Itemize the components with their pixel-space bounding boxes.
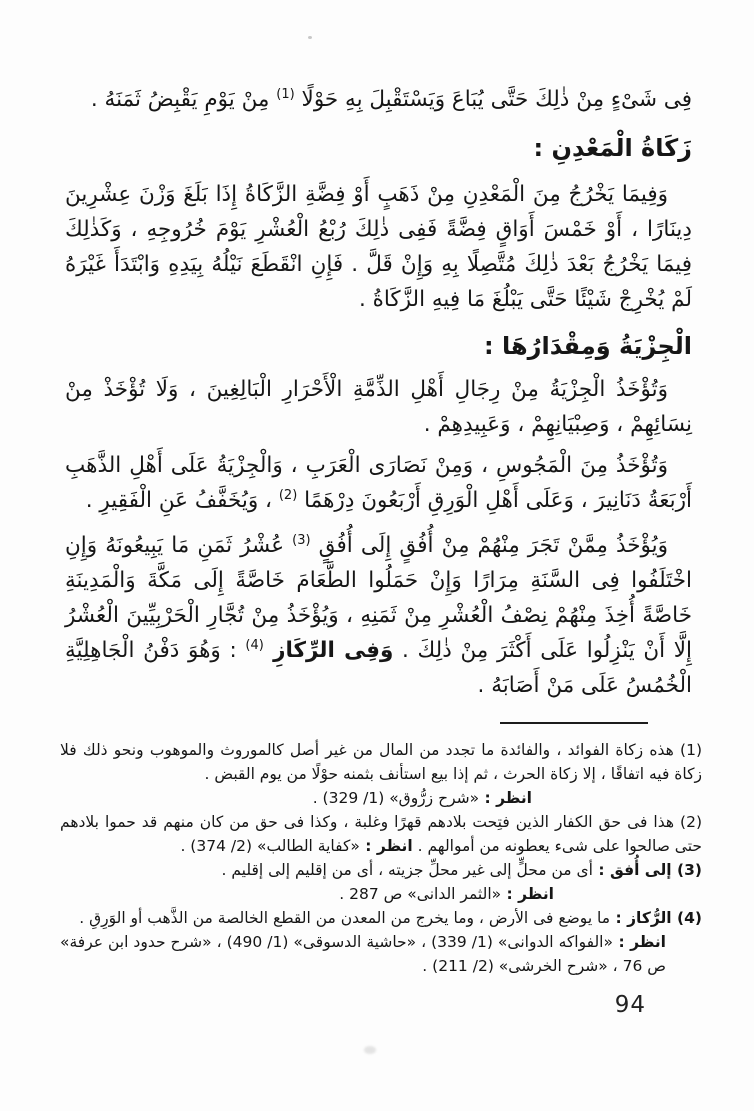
jizya-p2-post: ، وَيُخَفَّفُ عَنِ الْفَقِيرِ . (85, 488, 279, 513)
footnote-1-see-label: انظر : (479, 789, 532, 807)
footnote-3 (60, 858, 702, 906)
footnote-marker-1: (1) (276, 87, 295, 102)
footnote-3-text: أى من محلٍّ إلى غير محلِّ جزيته ، أى من إقليم إلى إقليم . (221, 861, 593, 879)
footnote-marker-3: (3) (292, 533, 311, 548)
jizya-p3-mid: عُشْرُ ثَمَنِ مَا يَبِيعُونَهُ وَإِنِ اخْتَلَفُوا فِى السَّنَةِ مِرَارًا وَإِنْ حَمَلُوا الطَّعَامَ خَاصَّةً إِلَى مَكَّةَ وَالْمَدِينَةِ خَاصَّةً أُخِذَ مِنْهُمْ نِصْفُ الْعُشْرِ مِنْ ثَمَنِهِ ، وَيُؤْخَذُ مِنْ تُجَّارِ الْحَرْبِيِّينَ الْعُشْرُ إِلَّا أَنْ يَنْزِلُوا عَلَى أَكْثَرَ مِنْ ذٰلِكَ . (65, 533, 693, 663)
footnote-4-reference (60, 930, 702, 978)
jizya-paragraph-1-wrap (65, 372, 692, 442)
footnote-4 (60, 906, 702, 978)
section-heading-zakat-al-madin: زَكَاةُ الْمَعْدِنِ : (533, 134, 692, 162)
jizya-paragraph-2-wrap (65, 448, 692, 518)
jizya-paragraph-1: وَتُؤْخَذُ الْجِزْيَةُ مِنْ رِجَالِ أَهْلِ الذِّمَّةِ الْأَحْرَارِ الْبَالِغِينَ ، وَلَا تُؤْخَذْ مِنْ نِسَائِهِمْ ، وَصِبْيَانِهِمْ ، وَعَبِيدِهِمْ . (65, 377, 692, 437)
jizya-p3-pre: وَيُؤْخَذُ مِمَّنْ تَجَرَ مِنْهُمْ مِنْ أُفُقٍ إِلَى أُفُقٍ (310, 533, 668, 558)
footnote-marker-4: (4) (245, 638, 264, 653)
section-zakat-al-madin-body (65, 177, 692, 317)
jizya-p3-post: : وَهُوَ دَفْنُ الْجَاهِلِيَّةِ الْخُمُسُ عَلَى مَنْ أَصَابَهُ . (65, 638, 692, 698)
intro-text-post: مِنْ يَوْمِ يَقْبِضُ ثَمَنَهُ . (90, 87, 277, 112)
rikaz-bold-phrase: وَفِى الرِّكَازِ (263, 638, 394, 663)
footnote-4-source: «الفواكه الدوانى» (1/ 339) ، «حاشية الدسوقى» (1/ 490) ، «شرح حدود ابن عرفة» ص 76 ، «شرح الخرشى» (2/ 211) . (60, 933, 666, 975)
jizya-paragraph-3-wrap (65, 528, 692, 703)
footnote-3-see-label: انظر : (501, 885, 554, 903)
footnote-4-lead: (4) الرُّكاز : (610, 909, 702, 927)
jizya-p2-pre: وَتُؤْخَذُ مِنَ الْمَجُوسِ ، وَمِنْ نَصَارَى الْعَرَبِ ، وَالْجِزْيَةُ عَلَى أَهْلِ الذَّهَبِ أَرْبَعَةُ دَنَانِيرَ ، وَعَلَى أَهْلِ الْوَرِقِ أَرْبَعُونَ دِرْهَمًا (65, 453, 692, 513)
footnote-2 (60, 810, 702, 858)
footnote-2-source: «كفاية الطالب» (2/ 374) . (180, 837, 360, 855)
footnote-2-see-label: انظر : (359, 837, 413, 855)
intro-text (65, 82, 692, 117)
scan-speck (308, 36, 312, 39)
footnote-3-lead: (3) إلى أُفق : (592, 861, 702, 879)
footnote-4-see-label: انظر : (612, 933, 666, 951)
page-number: 94 (614, 992, 646, 1018)
footnote-1-source: «شرح زرُّوق» (1/ 329) . (312, 789, 480, 807)
footnote-separator-rule (500, 722, 648, 724)
scan-smudge (364, 1046, 376, 1054)
jizya-paragraph-3 (65, 528, 692, 703)
zakat-madin-paragraph: وَفِيمَا يَخْرُجُ مِنَ الْمَعْدِنِ مِنْ ذَهَبٍ أَوْ فِضَّةِ الزَّكَاةُ إِذَا بَلَغَ وَزْنَ عِشْرِينَ دِينَارًا ، أَوْ خَمْسَ أَوَاقٍ فِضَّةً فَفِى ذٰلِكَ رُبْعُ الْعُشْرِ يَوْمَ خُرُوجِهِ ، وَكَذٰلِكَ فِيمَا يَخْرُجُ بَعْدَ ذٰلِكَ مُتَّصِلًا بِهِ وَإِنْ قَلَّ . فَإِنِ انْقَطَعَ نَيْلُهُ بِيَدِهِ وَابْتَدَأَ غَيْرَهُ لَمْ يُخْرِجْ شَيْئًا حَتَّى يَبْلُغَ مَا فِيهِ الزَّكَاةُ . (65, 182, 692, 312)
jizya-paragraph-2 (65, 448, 692, 518)
footnote-4-text: ما يوضع فى الأرض ، وما يخرج من المعدن من القطع الخالصة من الذَّهب أو الوَرِقِ . (79, 909, 611, 927)
intro-continuation-line (65, 82, 692, 117)
footnote-1-text: (1) هذه زكاة الفوائد ، والفائدة ما تجدد من المال من غير أصل كالموروث والموهوب ونحو ذلك فلا زكاة فيه اتفاقًا ، إلا زكاة الحرث ، ثم إذا بيع استأنف بثمنه حوْلًا من يوم القبض . (60, 741, 702, 783)
footnote-marker-2: (2) (278, 488, 298, 503)
footnote-3-source: «الثمر الدانى» ص 287 . (339, 885, 502, 903)
section-heading-jizya: الْجِزْيَةُ وَمِقْدَارُهَا : (484, 332, 692, 360)
footnote-3-reference (60, 882, 702, 906)
footnote-1 (60, 738, 702, 810)
footnote-2-text: (2) هذا فى حق الكفار الذين فتِحت بلادهم قهرًا وغلبة ، وكذا فى حق من كان منهم قد حموا بلادهم حتى صالحوا على شىء يعطونه من أموالهم . (60, 813, 702, 855)
footnote-1-reference (60, 786, 702, 810)
intro-text-pre: فِى شَىْءٍ مِنْ ذٰلِكَ حَتَّى يُبَاعَ وَيَسْتَقْبِلَ بِهِ حَوْلًا (294, 87, 692, 112)
